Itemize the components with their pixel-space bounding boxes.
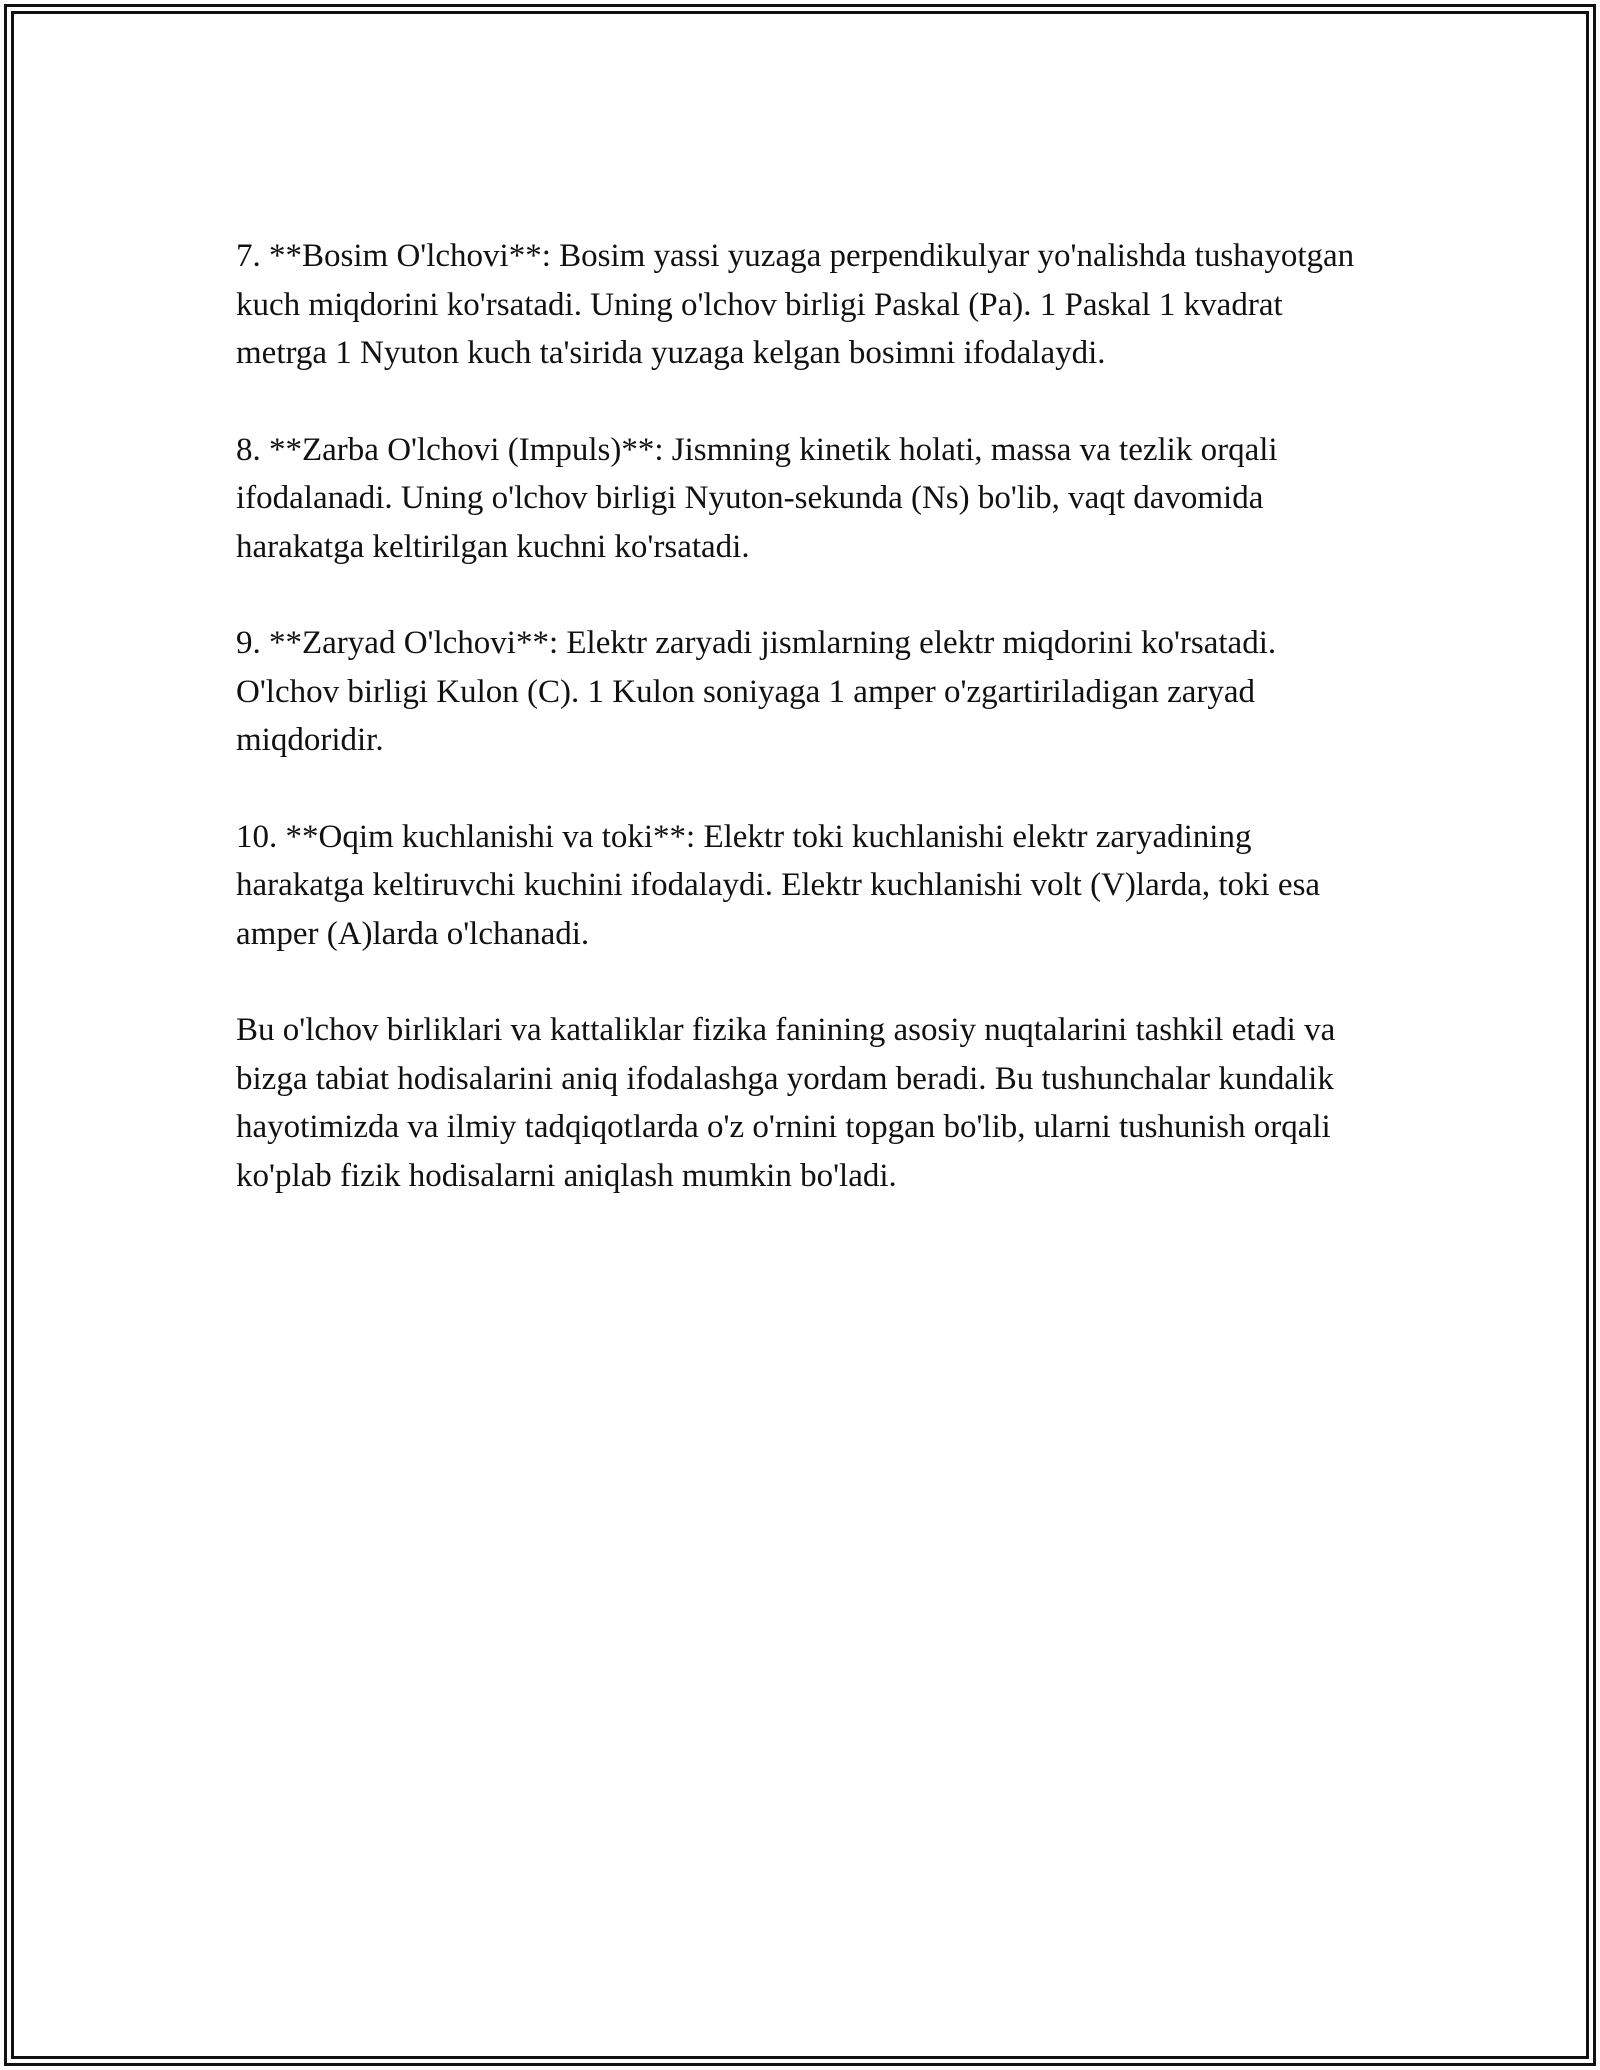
paragraph-zaryad: 9. **Zaryad O'lchovi**: Elektr zaryadi jismlarning elektr miqdorini ko'rsatadi. O'lchov birligi Kulon (C). 1 Kulon soniyaga 1 amper o'zgartiriladigan zaryad miqdoridir. [236,625,1277,758]
paragraph-bosim: 7. **Bosim O'lchovi**: Bosim yassi yuzaga perpendikulyar yo'nalishda tushayotgan kuch miqdorini ko'rsatadi. Uning o'lchov birligi Paskal (Pa). 1 Paskal 1 kvadrat metrga 1 Nyuton kuch ta'sirida yuzaga kelgan bosimni ifodalaydi. [236,238,1355,371]
document-body [236,232,1376,1248]
paragraph-summary: Bu o'lchov birliklari va kattaliklar fizika fanining asosiy nuqtalarini tashkil etadi va bizga tabiat hodisalarini aniq ifodalashga yordam beradi. Bu tushunchalar kundalik hayotimizda va ilmiy tadqiqotlarda o'z o'rnini topgan bo'lib, ularni tushunish orqali ko'plab fizik hodisalarni aniqlash mumkin bo'ladi. [236,1012,1336,1194]
paragraph-oqim: 10. **Oqim kuchlanishi va toki**: Elektr toki kuchlanishi elektr zaryadining harakatga keltiruvchi kuchini ifodalaydi. Elektr kuchlanishi volt (V)larda, toki esa amper (A)larda o'lchanadi. [236,818,1321,952]
paragraph-zarba: 8. **Zarba O'lchovi (Impuls)**: Jismning kinetik holati, massa va tezlik orqali ifodalanadi. Uning o'lchov birligi Nyuton-sekunda (Ns) bo'lib, vaqt davomida harakatga keltirilgan kuchni ko'rsatadi. [236,431,1278,565]
